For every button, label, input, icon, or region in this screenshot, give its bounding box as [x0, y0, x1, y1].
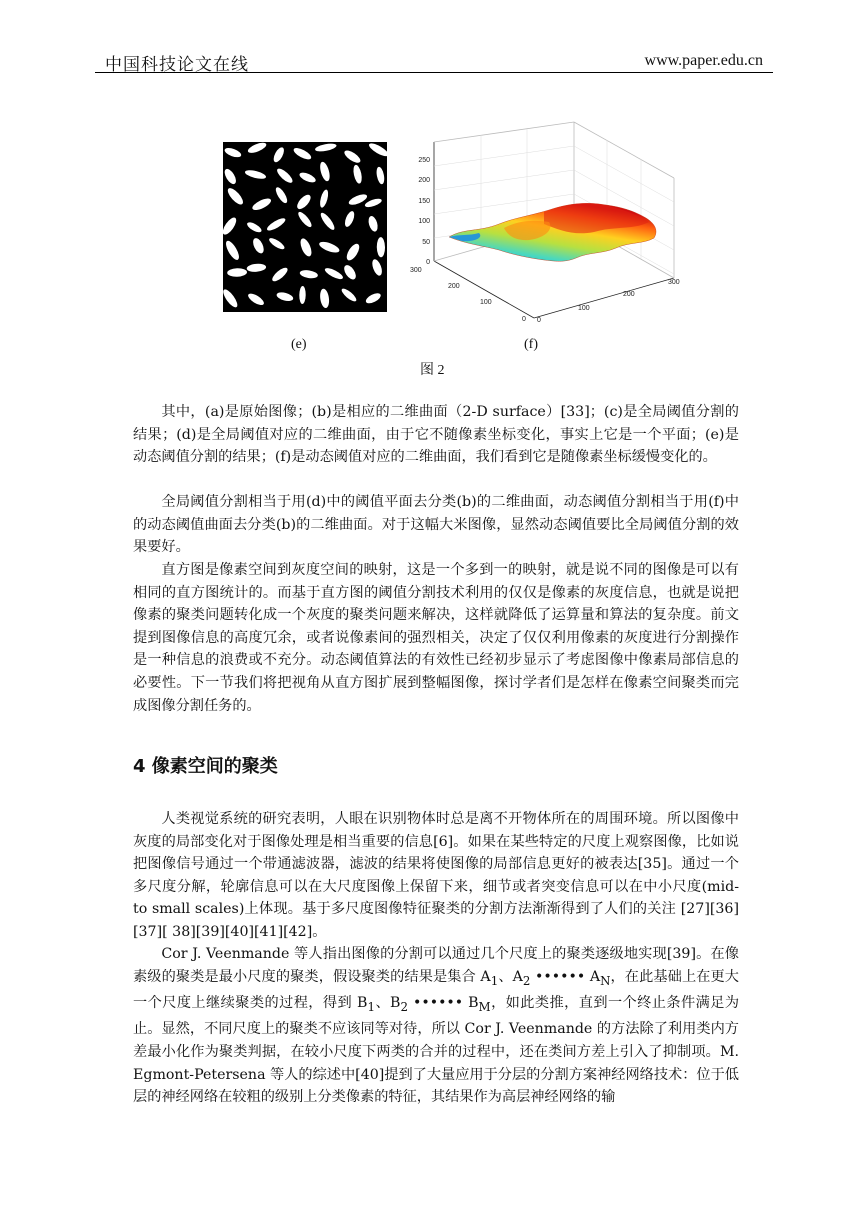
rice-grain [314, 142, 337, 153]
figure-label-e: (e) [291, 337, 307, 352]
threshold-surface-plot [404, 120, 694, 330]
rice-grain [343, 210, 356, 228]
rice-grain [298, 171, 317, 185]
rice-grain [275, 166, 295, 185]
rice-grain [298, 237, 313, 258]
rice-grain [318, 161, 331, 182]
left-axis-tick-300: 300 [410, 267, 422, 274]
z-tick-100: 100 [418, 218, 430, 225]
rice-grain [247, 142, 268, 155]
rice-grain [342, 263, 358, 281]
rice-grain [319, 189, 330, 209]
header-site-name: 中国科技论文在线 [105, 55, 249, 75]
p5-sub-b2: 2 [400, 999, 409, 1014]
rice-grain [223, 287, 240, 309]
paragraph-figure-explanation: 其中，(a)是原始图像；(b)是相应的二维曲面（2-D surface）[33]；(c)是全局阈值分割的结果；(d)是全局阈值对应的二维曲面，由于它不随像素坐标变化，事实上它是一个平面；(e)是动态阈值分割的结果；(f)是动态阈值对应的二维曲面，我们看到它是随像素坐标缓慢变化的。 [133, 404, 739, 466]
rice-grain [270, 266, 289, 284]
rice-grain [246, 291, 265, 307]
rice-grain [344, 242, 361, 263]
rice-grain [225, 186, 245, 207]
rice-grain [251, 196, 273, 212]
segmented-rice-image [223, 142, 387, 312]
rice-grain [367, 215, 379, 233]
header-divider [95, 72, 773, 73]
rice-grain [292, 146, 313, 162]
figure-caption: 图 2 [420, 363, 445, 378]
rice-grain [274, 186, 290, 205]
p5-sub-1: 1 [490, 973, 499, 988]
rice-grain [318, 240, 341, 255]
rice-grain [295, 192, 313, 211]
header-url[interactable]: www.paper.edu.cn [644, 52, 763, 69]
left-axis-tick-100: 100 [480, 299, 492, 306]
figure-label-f: (f) [524, 337, 538, 352]
paragraph-global-vs-dynamic: 全局阈值分割相当于用(d)中的阈值平面去分类(b)的二维曲面，动态阈值分割相当于用(f)中的动态阈值曲面去分类(b)的二维曲面。对于这幅大米图像，显然动态阈值要比全局阈值分割的效果要好。 [133, 494, 739, 556]
rice-grain [299, 286, 306, 304]
p5-text-d: ，在此基础上在更大一个尺度上继续聚类的过程，得到 B [133, 968, 739, 1012]
z-tick-250: 250 [418, 157, 430, 164]
rice-grain [323, 266, 344, 281]
rice-grain [276, 291, 294, 303]
p5-text-a: Cor J. Veenmande 等人指出图像的分割可以通过几个尺度上的聚类逐级地实现[39]。在像素级的聚类是最小尺度的聚类，假设聚类的结果是集合 A [133, 946, 739, 985]
p5-sub-m: M [478, 999, 491, 1014]
rice-grain [299, 269, 318, 279]
rice-grain [364, 291, 382, 305]
rice-grain [227, 268, 247, 277]
rice-grain [367, 142, 387, 159]
rice-grain [296, 210, 313, 229]
left-axis-tick-200: 200 [448, 283, 460, 290]
rice-grain [340, 287, 358, 304]
rice-grain [375, 166, 385, 185]
left-axis-tick-0: 0 [522, 316, 526, 323]
z-tick-150: 150 [418, 198, 430, 205]
p5-text-c: •••••• A [530, 968, 601, 985]
rice-grain [377, 237, 386, 257]
rice-grain [246, 220, 263, 234]
p5-text-b: 、A [498, 968, 523, 985]
rice-grain [319, 211, 337, 232]
z-tick-200: 200 [418, 177, 430, 184]
rice-grain [319, 288, 330, 308]
z-tick-0: 0 [426, 259, 430, 266]
paragraph-multiscale-clustering [133, 943, 739, 1109]
paragraph-visual-system: 人类视觉系统的研究表明，人眼在识别物体时总是离不开物体所在的周围环境。所以图像中灰度的局部变化对于图像处理是相当重要的信息[6]。如果在某些特定的尺度上观察图像，比如说把图像信号通过一个带通滤波器，滤波的结果将使图像的局部信息更好的被表达[35]。通过一个多尺度分解，轮廓信息可以在大尺度图像上保留下来，细节或者突变信息可以在中小尺度(mid- to small scales)上体现。基于多尺度图像特征聚类的分割方法渐渐得到了人们的关注 [27][36][37][ 38][39][40][41][42]。 [133, 811, 739, 940]
p5-text-e: 、B [375, 995, 401, 1012]
rice-grain [223, 215, 239, 236]
right-axis-tick-200: 200 [623, 291, 635, 298]
right-axis-tick-300: 300 [668, 279, 680, 286]
rice-grain [364, 197, 383, 209]
p5-sub-2: 2 [522, 973, 531, 988]
rice-grain [370, 258, 383, 277]
rice-grain [224, 239, 242, 262]
rice-grain [343, 148, 363, 165]
rice-grain [223, 146, 242, 159]
rice-grain [268, 236, 286, 251]
p5-text-f: •••••• B [408, 995, 479, 1012]
p5-text-g: ，如此类推，直到一个终止条件满足为止。显然，不同尺度上的聚类不应该同等对待，所以 Cor J. Veenmande 的方法除了利用类内方差最小化作为聚类判据，在较小尺度下两类的合并的过程中，还在类间方差上引入了抑制项。M. Egmont-Petersena 等人的综述中[40]提到了大量应用于分层的分割方案神经网络技术：位于低层的神经网络在较粗的级别上分类像素的特征，其结果作为高层神经网络的输 [133, 995, 740, 1106]
p5-sub-b1: 1 [367, 999, 376, 1014]
right-axis-tick-100: 100 [578, 305, 590, 312]
z-tick-50: 50 [422, 239, 430, 246]
paragraph-histogram: 直方图是像素空间到灰度空间的映射，这是一个多到一的映射，就是说不同的图像是可以有相同的直方图统计的。而基于直方图的阈值分割技术利用的仅仅是像素的灰度信息，也就是说把像素的聚类问题转化成一个灰度的聚类问题来解决，这样就降低了运算量和算法的复杂度。前文提到图像信息的高度冗余，或者说像素间的强烈相关，决定了仅仅利用像素的灰度进行分割操作是一种信息的浪费或不充分。动态阈值算法的有效性已经初步显示了考虑图像中像素局部信息的必要性。下一节我们将把视角从直方图扩展到整幅图像，探讨学者们是怎样在像素空间聚类而完成图像分割任务的。 [133, 562, 739, 714]
right-axis-tick-0: 0 [537, 317, 541, 324]
section-heading: 4 像素空间的聚类 [133, 756, 278, 777]
rice-grain [246, 263, 266, 273]
rice-grain [223, 167, 238, 186]
rice-grain [251, 236, 266, 255]
rice-grain [272, 146, 286, 164]
rice-grain [352, 164, 363, 184]
p5-sub-n: N [600, 973, 611, 988]
rice-grain [265, 216, 287, 233]
rice-grain [244, 168, 267, 180]
